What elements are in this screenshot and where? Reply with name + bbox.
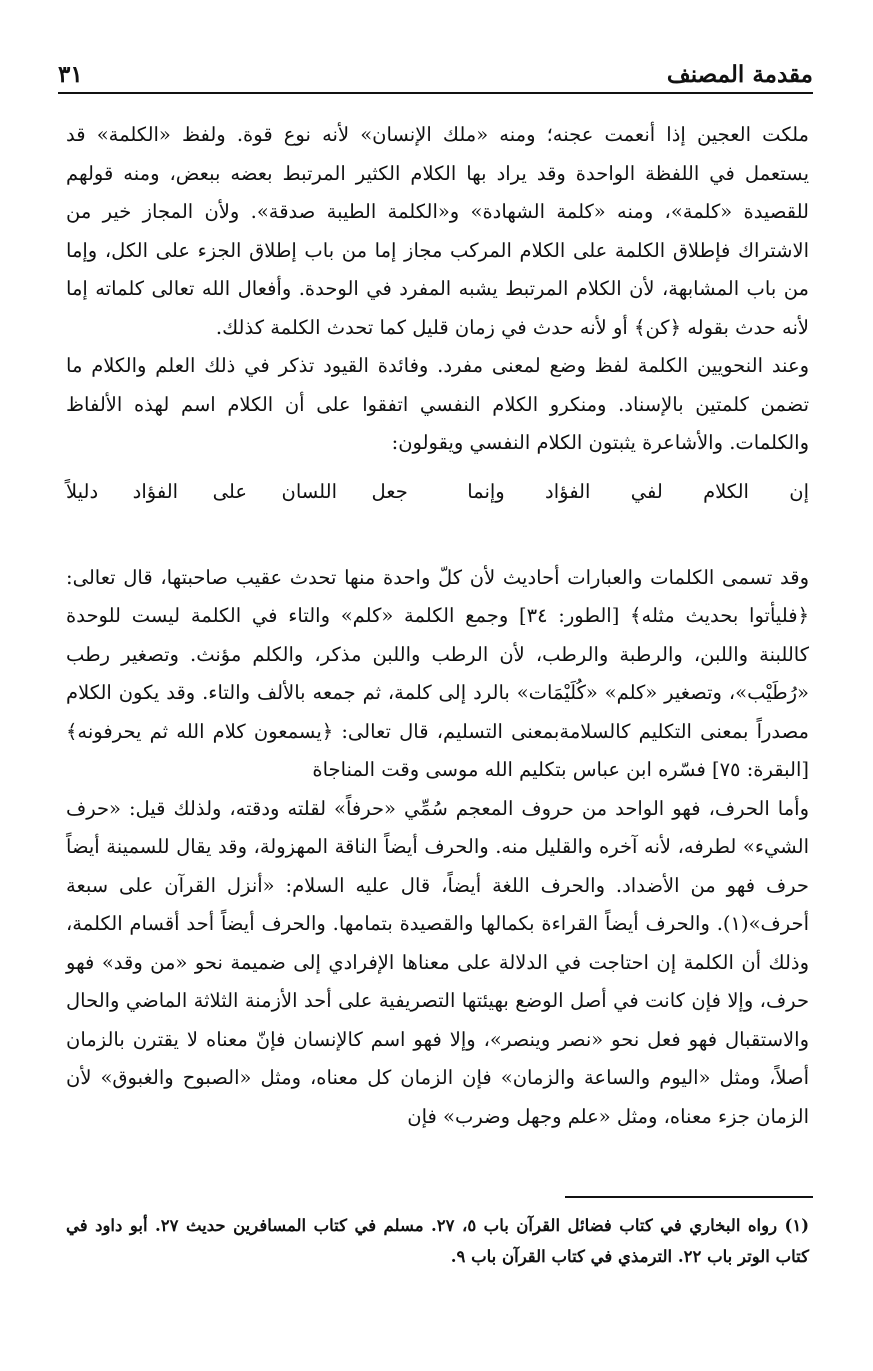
- verse-first-hemistich: إن الكلام لفي الفؤاد وإنما: [467, 479, 809, 503]
- verse-second-hemistich: جعل اللسان على الفؤاد دليلاً: [66, 479, 408, 503]
- paragraph-grammarians: وعند النحويين الكلمة لفظ وضع لمعنى مفرد. وفائدة القيود تذكر في ذلك العلم والكلام ما تضمن كلمتين بالإسناد. ومنكرو الكلام النفسي اتفقوا على أن الكلام اسم لهذه الألفاظ والكلمات. والأشاعرة يثبتون الكلام النفسي ويقولون:: [66, 354, 809, 454]
- paragraph-hadith-plural: وقد تسمى الكلمات والعبارات أحاديث لأن كلّ واحدة منها تحدث عقيب صاحبتها، قال تعالى: ﴿فليأتوا بحديث مثله﴾ [الطور: ٣٤] وجمع الكلمة «كلم» والتاء في الكلمة ليست للوحدة كاللبنة واللبن، والرطبة والرطب، لأن الرطب واللبن مذكر، والكلم مؤنث. وتصغير رطب «رُطَيْب»، وتصغير «كلم» «كُلَيْمَات» بالرد إلى كلمة، ثم جمعه بالألف والتاء. وقد يكون الكلام مصدراً بمعنى التكليم كالسلامةبمعنى التسليم، قال تعالى: ﴿يسمعون كلام الله ثم يحرفونه﴾ [البقرة: ٧٥] فسّره ابن عباس بتكليم الله موسى وقت المناجاة: [66, 565, 809, 781]
- running-header: [58, 58, 813, 88]
- poetry-verse: [66, 477, 809, 507]
- header-rule: [58, 92, 813, 94]
- paragraph-kalima-meanings: ملكت العجين إذا أنعمت عجنه؛ ومنه «ملك الإنسان» لأنه نوع قوة. ولفظ «الكلمة» قد يستعمل في اللفظة الواحدة وقد يراد بها الكلام الكثير المرتبط بعضه ببعض، ومنه قولهم للقصيدة «كلمة»، ومنه «كلمة الشهادة» و«الكلمة الطيبة صدقة». ولأن المجاز خير من الاشتراك فإطلاق الكلمة على الكلام المركب مجاز إما من باب إطلاق الجزء على الكل، وإما من باب المشابهة، لأن الكلام المرتبط يشبه المفرد في الوحدة. وأفعال الله تعالى كلماته إما لأنه حدث بقوله ﴿كن﴾ أو لأنه حدث في زمان قليل كما تحدث الكلمة كذلك.: [66, 123, 809, 339]
- paragraph-harf: وأما الحرف، فهو الواحد من حروف المعجم سُمِّي «حرفاً» لقلته ودقته، ولذلك قيل: «حرف الشيء» لطرفه، لأنه آخره والقليل منه. والحرف أيضاً الناقة المهزولة، وقد يقال للسمينة أيضاً حرف فهو من الأضداد. والحرف اللغة أيضاً، قال عليه السلام: «أنزل القرآن على سبعة أحرف»(١). والحرف أيضاً القراءة بكمالها والقصيدة بتمامها. والحرف أيضاً أحد أقسام الكلمة، وذلك أن الكلمة إن احتاجت في الدلالة على معناها الإفرادي إلى ضميمة نحو «من وقد» فهو حرف، وإلا فإن كانت في أصل الوضع بهيئتها التصريفية على أحد الأزمنة الثلاثة الماضي والحال والاستقبال فهو فعل نحو «نصر وينصر»، وإلا فهو اسم كالإنسان فإنّ معناه لا يقترن بالزمان أصلاً، ومثل «اليوم والساعة والزمان» فإن الزمان كل معناه، ومثل «الصبوح والغبوق» لأن الزمان جزء معناه، ومثل «علم وجهل وضرب» فإن: [66, 796, 809, 1128]
- footnote-rule: [565, 1196, 813, 1198]
- main-text: [66, 116, 809, 1136]
- footnote-1: (١) رواه البخاري في كتاب فضائل القرآن باب ٥، ٢٧. مسلم في كتاب المسافرين حديث ٢٧. أبو داود في كتاب الوتر باب ٢٢. الترمذي في كتاب القرآن باب ٩.: [66, 1216, 810, 1266]
- footnotes: [66, 1210, 809, 1272]
- header-title: مقدمة المصنف: [666, 61, 813, 88]
- page-number: ٣١: [58, 61, 83, 88]
